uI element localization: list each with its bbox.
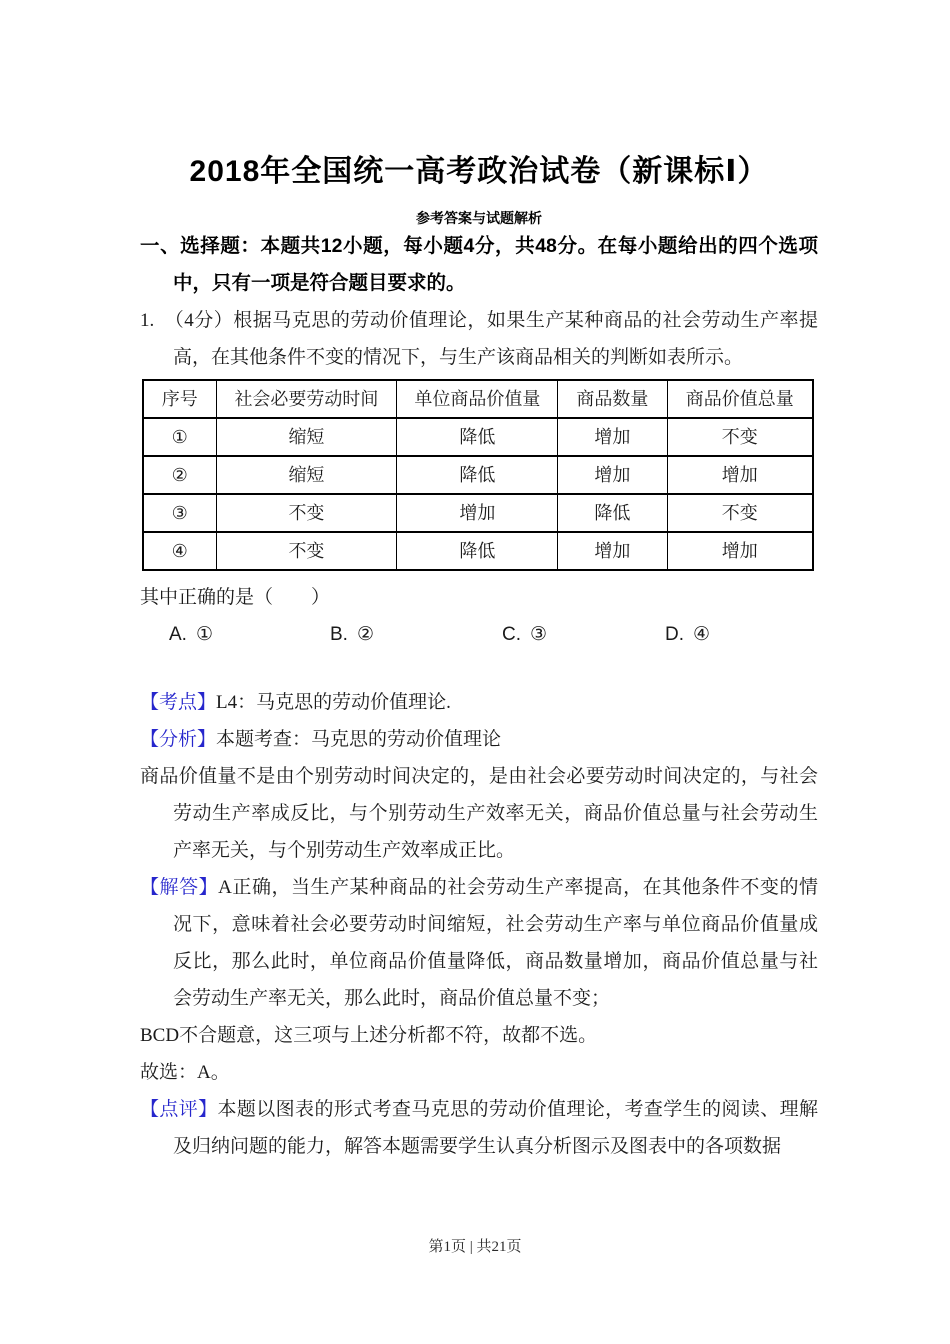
page-content [140,0,818,1165]
table-cell: 缩短 [216,418,397,456]
page-title: 2018年全国统一高考政治试卷（新课标Ⅰ） [189,155,769,188]
value-table [142,379,814,571]
option-b-text: ② [356,624,374,645]
value-table-body [143,418,813,570]
option-c-label: C. [502,624,521,645]
jieda-bcd-paragraph: BCD不合题意，这三项与上述分析都不符，故都不选。 [140,1025,598,1046]
table-header-cell: 单位商品价值量 [397,380,558,418]
table-cell: 不变 [667,494,813,532]
question-number: 1. [140,310,155,331]
option-b [330,616,502,653]
dianping-label: 【点评】 [140,1099,218,1120]
table-cell: 增加 [558,418,667,456]
section-heading: 一、选择题：本题共12小题，每小题4分，共48分。在每小题给出的四个选项中，只有一项是符合题目要求的。 [140,235,818,294]
table-row [143,418,813,456]
jieda-answer-paragraph: 故选：A。 [140,1062,230,1083]
option-a-text: ① [195,624,213,645]
table-cell: 增加 [397,494,558,532]
table-cell: 增加 [667,532,813,570]
fenxi-label: 【分析】 [140,729,217,750]
table-header-cell: 社会必要劳动时间 [216,380,397,418]
jieda-text: A正确，当生产某种商品的社会劳动生产率提高，在其他条件不变的情况下，意味着社会必要劳动时间缩短，社会劳动生产率与单位商品价值量成反比，那么此时，单位商品价值量降低，商品数量增加，商品价值总量与社会劳动生产率无关，那么此时，商品价值总量不变； [173,877,818,1009]
question-stem-paragraph [140,302,818,376]
answer-prompt: 其中正确的是（ ） [140,587,331,608]
dianping-paragraph [140,1091,818,1165]
question-stem: 根据马克思的劳动价值理论，如果生产某种商品的社会劳动生产率提高，在其他条件不变的情况下，与生产该商品相关的判断如表所示。 [173,310,818,368]
page-footer: 第1页 | 共21页 [428,1239,522,1255]
jieda-paragraph [140,869,818,1017]
table-cell: 降低 [397,418,558,456]
analysis-block [140,684,818,1165]
fenxi-text: 本题考查：马克思的劳动价值理论 [216,729,502,750]
options-row [140,616,818,653]
table-row [143,494,813,532]
table-cell: 缩短 [216,456,397,494]
table-header-cell: 商品价值总量 [667,380,813,418]
option-a-label: A. [169,624,187,645]
fenxi-body-paragraph: 商品价值量不是由个别劳动时间决定的，是由社会必要劳动时间决定的，与社会劳动生产率成反比，与个别劳动生产效率无关，商品价值总量与社会劳动生产率无关，与个别劳动生产效率成正比。 [140,766,818,861]
table-cell: 降低 [558,494,667,532]
option-c-text: ③ [530,624,548,645]
option-c [502,616,665,653]
table-header-row [143,380,813,418]
option-d-label: D. [665,624,684,645]
table-cell: 不变 [667,418,813,456]
option-d-text: ④ [693,624,711,645]
table-cell: ④ [143,532,216,570]
table-cell: 不变 [216,494,397,532]
table-cell: 增加 [558,532,667,570]
table-cell: 增加 [667,456,813,494]
table-cell: 增加 [558,456,667,494]
table-cell: ② [143,456,216,494]
option-a [169,616,330,653]
table-cell: 不变 [216,532,397,570]
option-d [665,616,710,653]
question-score: （4分） [164,310,234,331]
table-cell: 降低 [397,456,558,494]
table-row [143,532,813,570]
table-cell: ③ [143,494,216,532]
table-cell: ① [143,418,216,456]
table-header-cell: 商品数量 [558,380,667,418]
table-row [143,456,813,494]
kaodian-text: L4：马克思的劳动价值理论. [216,692,451,713]
dianping-text: 本题以图表的形式考查马克思的劳动价值理论，考查学生的阅读、理解及归纳问题的能力，解答本题需要学生认真分析图示及图表中的各项数据 [173,1099,818,1157]
page-subtitle: 参考答案与试题解析 [416,210,542,226]
table-header-cell: 序号 [143,380,216,418]
kaodian-paragraph [140,684,818,721]
table-cell: 降低 [397,532,558,570]
kaodian-label: 【考点】 [140,692,217,713]
jieda-label: 【解答】 [140,877,219,898]
option-b-label: B. [330,624,348,645]
fenxi-paragraph [140,721,818,758]
